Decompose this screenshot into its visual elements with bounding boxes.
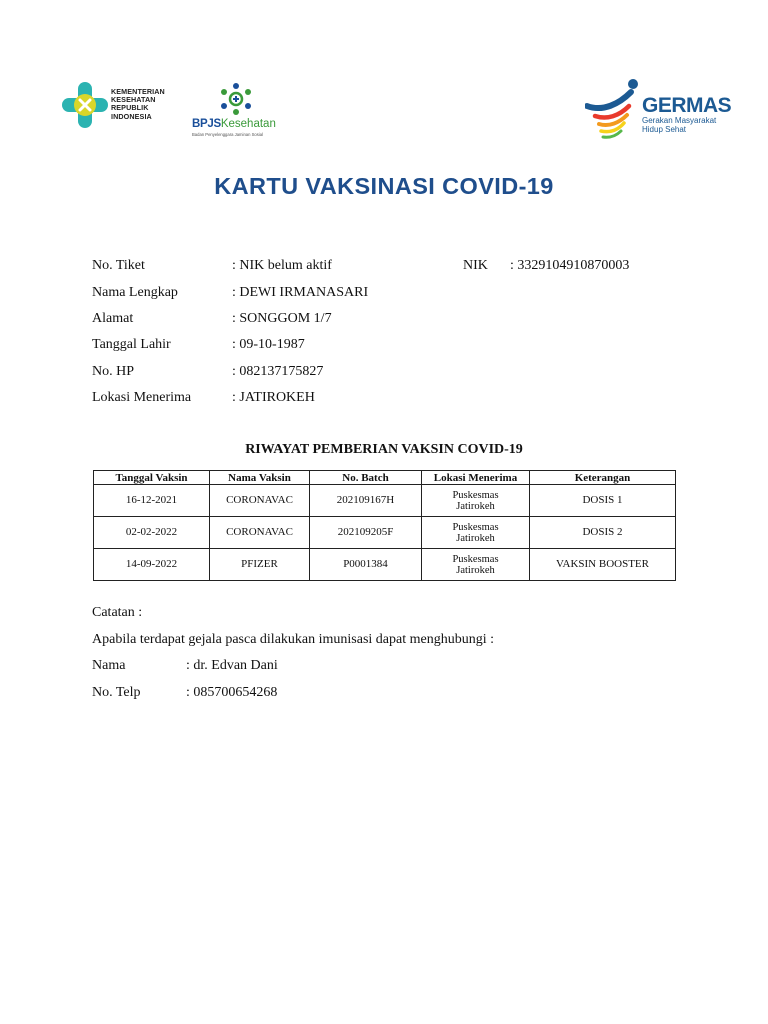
location-line: Puskesmas: [452, 489, 499, 501]
cell-note: DOSIS 1: [530, 485, 676, 517]
location-label: Lokasi Menerima: [92, 390, 192, 405]
location-line: Jatirokeh: [456, 500, 495, 512]
bpjs-name-part2: Kesehatan: [220, 118, 276, 130]
cell-batch: 202109205F: [310, 517, 422, 549]
cell-vaccine: CORONAVAC: [210, 485, 310, 517]
cell-date: 14-09-2022: [94, 549, 210, 581]
name-label: Nama Lengkap: [92, 285, 178, 300]
ticket-value: : NIK belum aktif: [232, 258, 332, 273]
table-row: [94, 517, 676, 549]
cell-location: [422, 517, 530, 549]
location-value: : JATIROKEH: [232, 390, 315, 405]
vaccination-history-table: [93, 470, 676, 581]
location-line: Jatirokeh: [456, 532, 495, 544]
notes-heading: Catatan :: [92, 605, 143, 620]
bpjs-logo: [190, 82, 300, 138]
column-header: Tanggal Vaksin: [94, 471, 210, 485]
document-title: KARTU VAKSINASI COVID-19: [214, 173, 554, 199]
kemenkes-line: KESEHATAN: [111, 95, 156, 105]
cell-location: [422, 549, 530, 581]
dob-label: Tanggal Lahir: [92, 337, 171, 352]
cell-batch: 202109167H: [310, 485, 422, 517]
kemenkes-line: INDONESIA: [111, 111, 152, 121]
address-value: : SONGGOM 1/7: [232, 311, 332, 326]
contact-phone-value: : 085700654268: [186, 685, 278, 700]
kemenkes-line: REPUBLIK: [111, 103, 149, 113]
column-header: No. Batch: [310, 471, 422, 485]
kemenkes-line: KEMENTERIAN: [111, 87, 165, 96]
dob-value: : 09-10-1987: [232, 337, 305, 352]
name-value: : DEWI IRMANASARI: [232, 285, 369, 300]
cell-note: VAKSIN BOOSTER: [530, 549, 676, 581]
location-line: Puskesmas: [452, 521, 499, 533]
germas-subtitle-line: Hidup Sehat: [642, 124, 687, 134]
notes-text: Apabila terdapat gejala pasca dilakukan imunisasi dapat menghubungi :: [92, 632, 494, 647]
phone-value: : 082137175827: [232, 364, 324, 379]
location-line: Jatirokeh: [456, 564, 495, 576]
column-header: Lokasi Menerima: [422, 471, 530, 485]
column-header: Keterangan: [530, 471, 676, 485]
germas-subtitle-line: Gerakan Masyarakat: [642, 116, 717, 125]
cell-batch: P0001384: [310, 549, 422, 581]
bpjs-emblem-icon: [216, 82, 256, 118]
kemenkes-logo: [60, 80, 190, 132]
bpjs-tagline: Badan Penyelenggara Jaminan Sosial: [192, 132, 264, 137]
location-line: Puskesmas: [452, 553, 499, 565]
table-row: [94, 485, 676, 517]
contact-name-value: : dr. Edvan Dani: [186, 658, 278, 673]
bpjs-name: [192, 118, 276, 130]
germas-emblem-icon: [585, 76, 643, 142]
address-label: Alamat: [92, 311, 134, 326]
bpjs-name-part1: BPJS: [192, 118, 221, 130]
contact-name-label: Nama: [92, 658, 126, 673]
phone-label: No. HP: [92, 364, 135, 379]
kemenkes-text: [111, 88, 165, 121]
column-header: Nama Vaksin: [210, 471, 310, 485]
germas-logo: [585, 76, 745, 144]
kemenkes-emblem-icon: [60, 80, 110, 130]
cell-date: 02-02-2022: [94, 517, 210, 549]
history-title: RIWAYAT PEMBERIAN VAKSIN COVID-19: [245, 442, 523, 457]
cell-vaccine: PFIZER: [210, 549, 310, 581]
cell-location: [422, 485, 530, 517]
nik-label: NIK: [463, 258, 488, 273]
cell-note: DOSIS 2: [530, 517, 676, 549]
table-row: [94, 549, 676, 581]
germas-title: GERMAS: [642, 94, 732, 117]
cell-date: 16-12-2021: [94, 485, 210, 517]
germas-subtitle: [642, 117, 716, 134]
cell-vaccine: CORONAVAC: [210, 517, 310, 549]
contact-phone-label: No. Telp: [92, 685, 141, 700]
ticket-label: No. Tiket: [92, 258, 145, 273]
nik-value: : 3329104910870003: [510, 258, 630, 273]
table-header-row: [94, 471, 676, 485]
